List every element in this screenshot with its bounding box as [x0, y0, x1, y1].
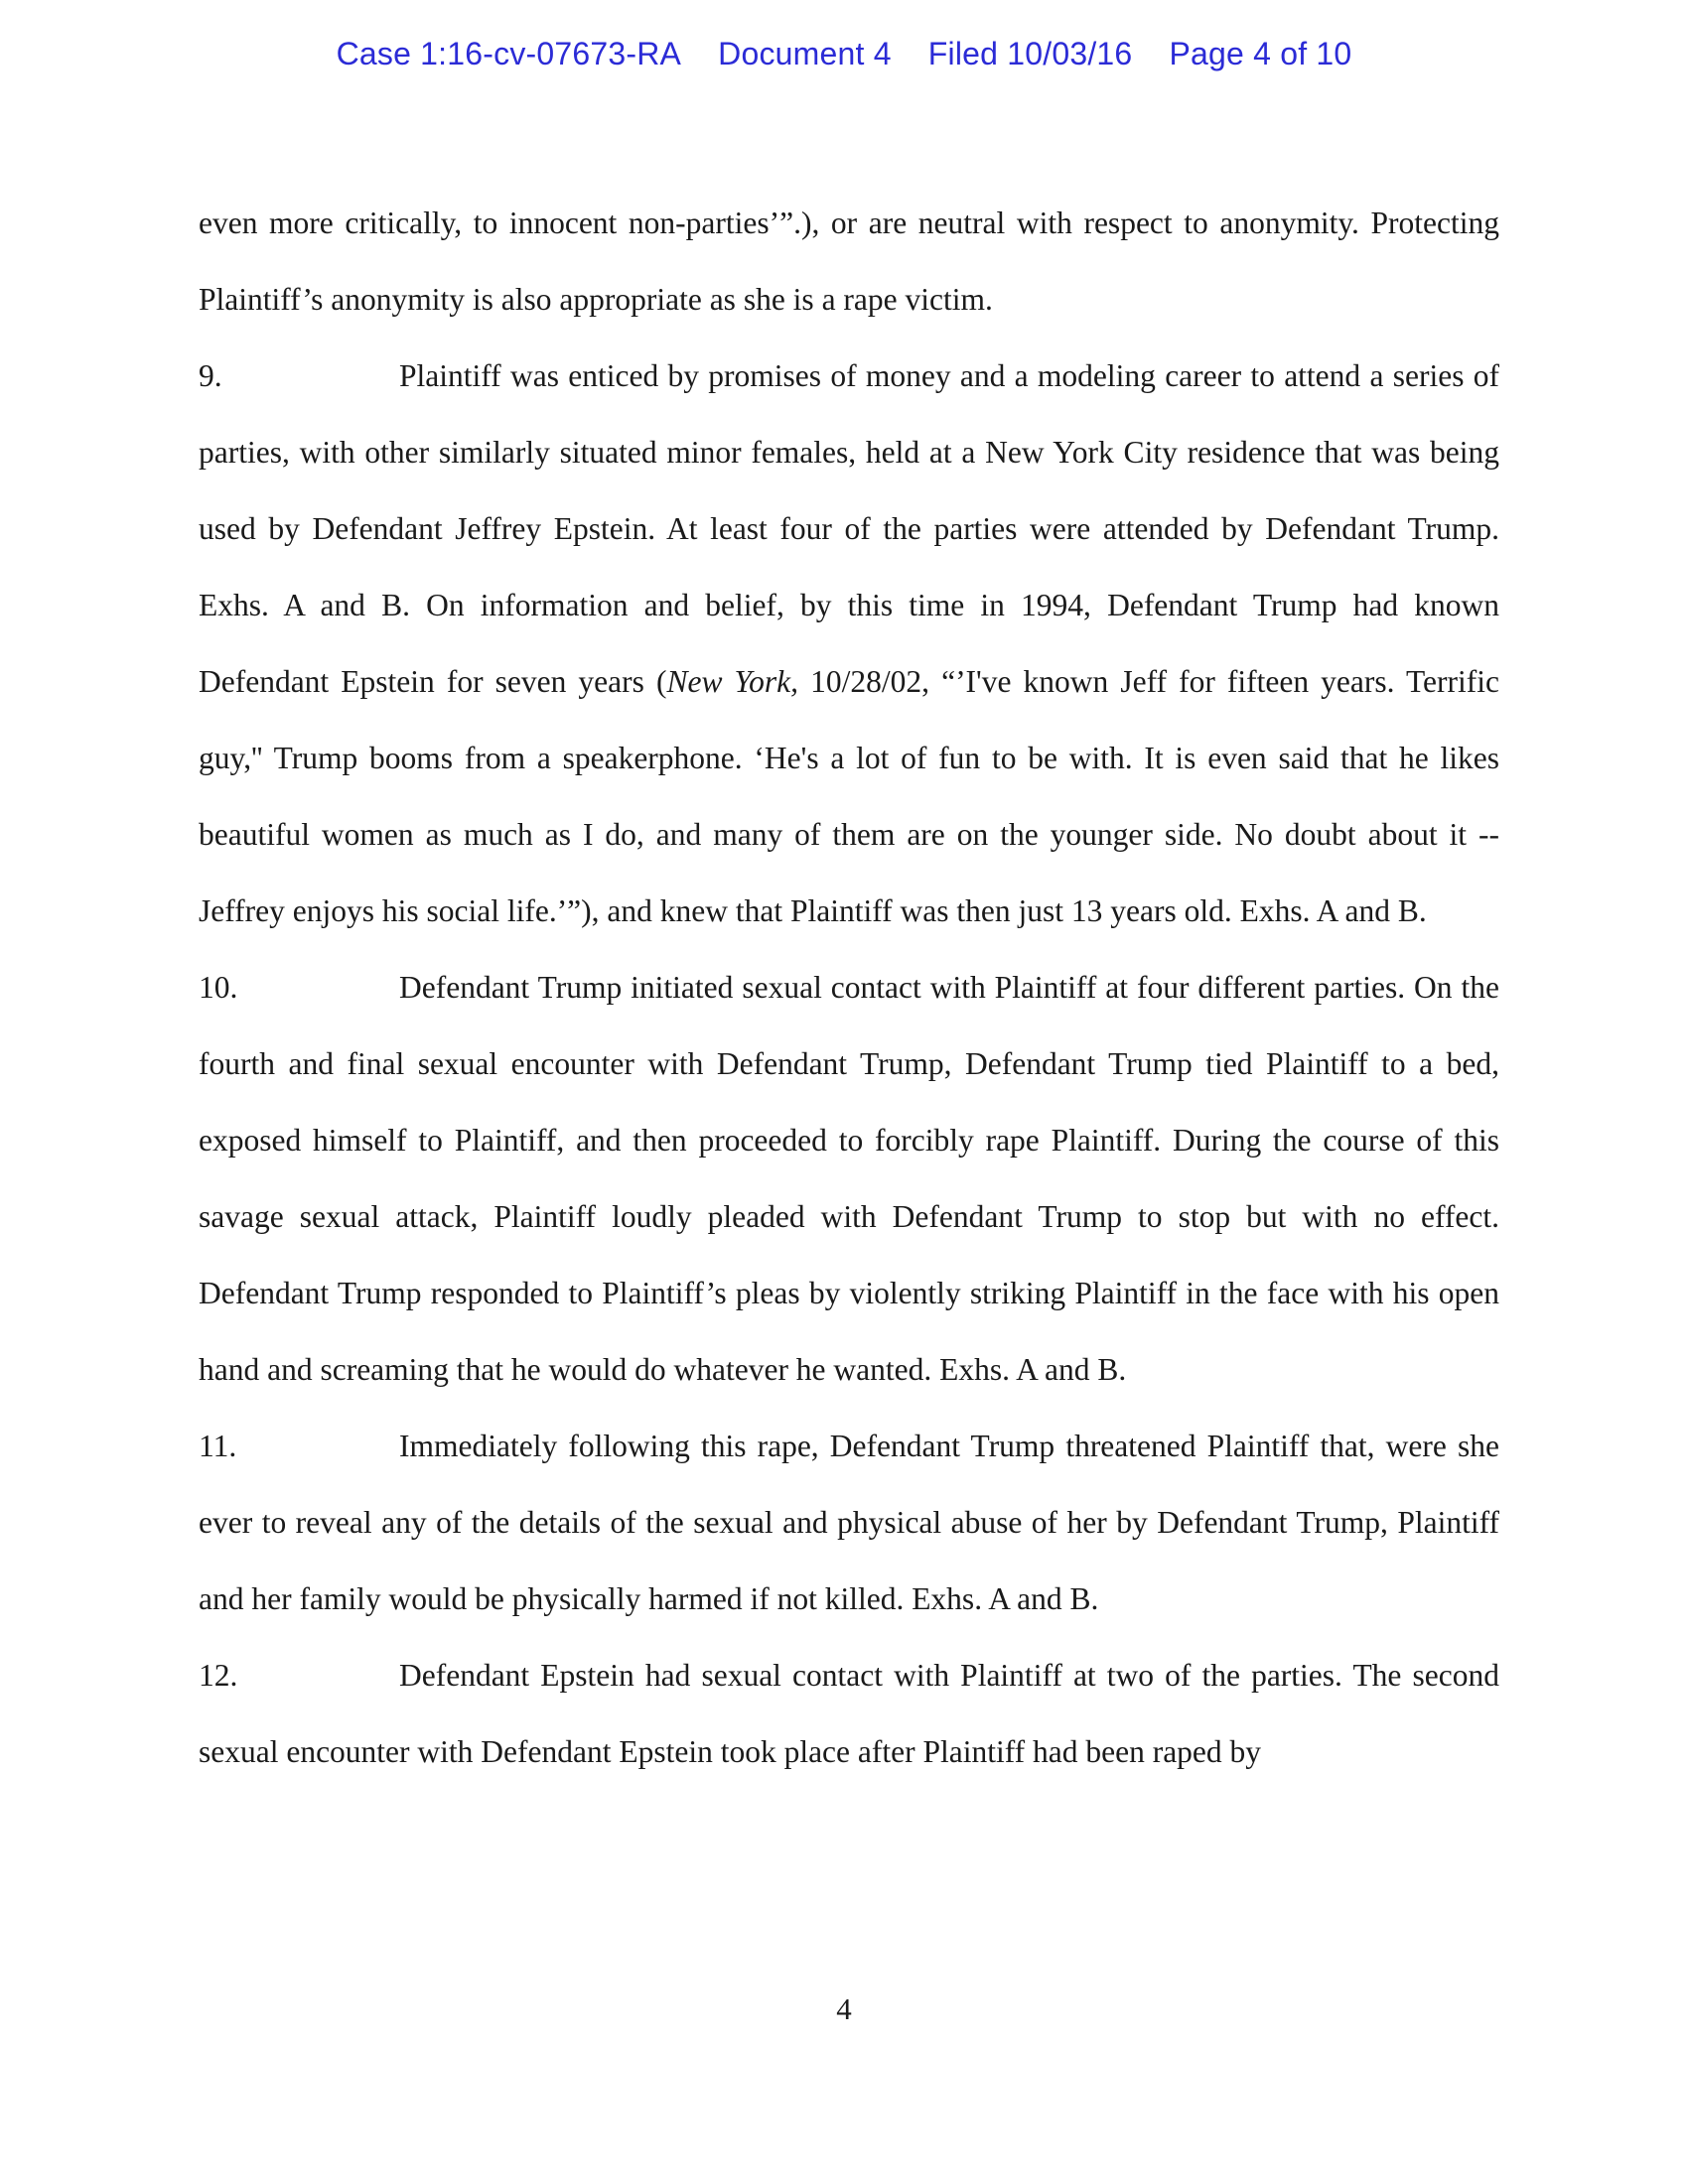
paragraph-text: Defendant Trump initiated sexual contact with Plaintiff at four different parties. On the fourth and final sexual encounter with Defendant Trump, Defendant Trump tied Plaintiff to a bed, exposed himself to Plaintiff, and then proceeded to forcibly rape Plaintiff. During the course of this savage sexual attack, Plaintiff loudly pleaded with Defendant Trump to stop but with no effect. Defendant Trump responded to Plaintiff’s pleas by violently striking Plaintiff in the face with his open hand and screaming that he would do whatever he wanted. Exhs. A and B.: [199, 970, 1499, 1387]
paragraph-12: [199, 1637, 1499, 1790]
paragraph-text: Defendant Epstein had sexual contact with Plaintiff at two of the parties. The second sexual encounter with Defendant Epstein took place after Plaintiff had been raped by: [199, 1658, 1499, 1769]
paragraph-10: [199, 949, 1499, 1408]
case-number: Case 1:16-cv-07673-RA: [336, 36, 682, 71]
paragraph-11: [199, 1408, 1499, 1637]
paragraph-number: 9.: [199, 358, 222, 393]
continuation-text: even more critically, to innocent non-parties’”.), or are neutral with respect to anonymity. Protecting Plaintiff’s anonymity is also appropriate as she is a rape victim.: [199, 205, 1499, 317]
paragraph-text: Plaintiff was enticed by promises of money and a modeling career to attend a series of parties, with other similarly situated minor females, held at a New York City residence that was being used by Defendant Jeffrey Epstein. At least four of the parties were attended by Defendant Trump. Exhs. A and B. On information and belief, by this time in 1994, Defendant Trump had known Defendant Epstein for seven years (: [199, 358, 1499, 699]
paragraph-text-continued: 10/28/02, “’I've known Jeff for fifteen years. Terrific guy,'' Trump booms from a speakerphone. ‘He's a lot of fun to be with. It is even said that he likes beautiful women as much as I do, and many of them are on the younger side. No doubt about it -- Jeffrey enjoys his social life.’”), and knew that Plaintiff was then just 13 years old. Exhs. A and B.: [199, 664, 1499, 928]
paragraph-text: Immediately following this rape, Defendant Trump threatened Plaintiff that, were she ever to reveal any of the details of the sexual and physical abuse of her by Defendant Trump, Plaintiff and her family would be physically harmed if not killed. Exhs. A and B.: [199, 1429, 1499, 1616]
page-number: 4: [836, 1991, 852, 2026]
filed-date: Filed 10/03/16: [927, 36, 1133, 71]
paragraph-9: [199, 338, 1499, 949]
continuation-paragraph: [199, 185, 1499, 338]
court-filing-header: [0, 36, 1688, 72]
page-indicator: Page 4 of 10: [1169, 36, 1352, 71]
paragraph-number: 12.: [199, 1658, 238, 1693]
document-number: Document 4: [718, 36, 892, 71]
paragraph-number: 10.: [199, 970, 238, 1005]
paragraph-number: 11.: [199, 1429, 237, 1463]
publication-title: New York,: [666, 664, 799, 699]
document-body: [199, 185, 1499, 1790]
